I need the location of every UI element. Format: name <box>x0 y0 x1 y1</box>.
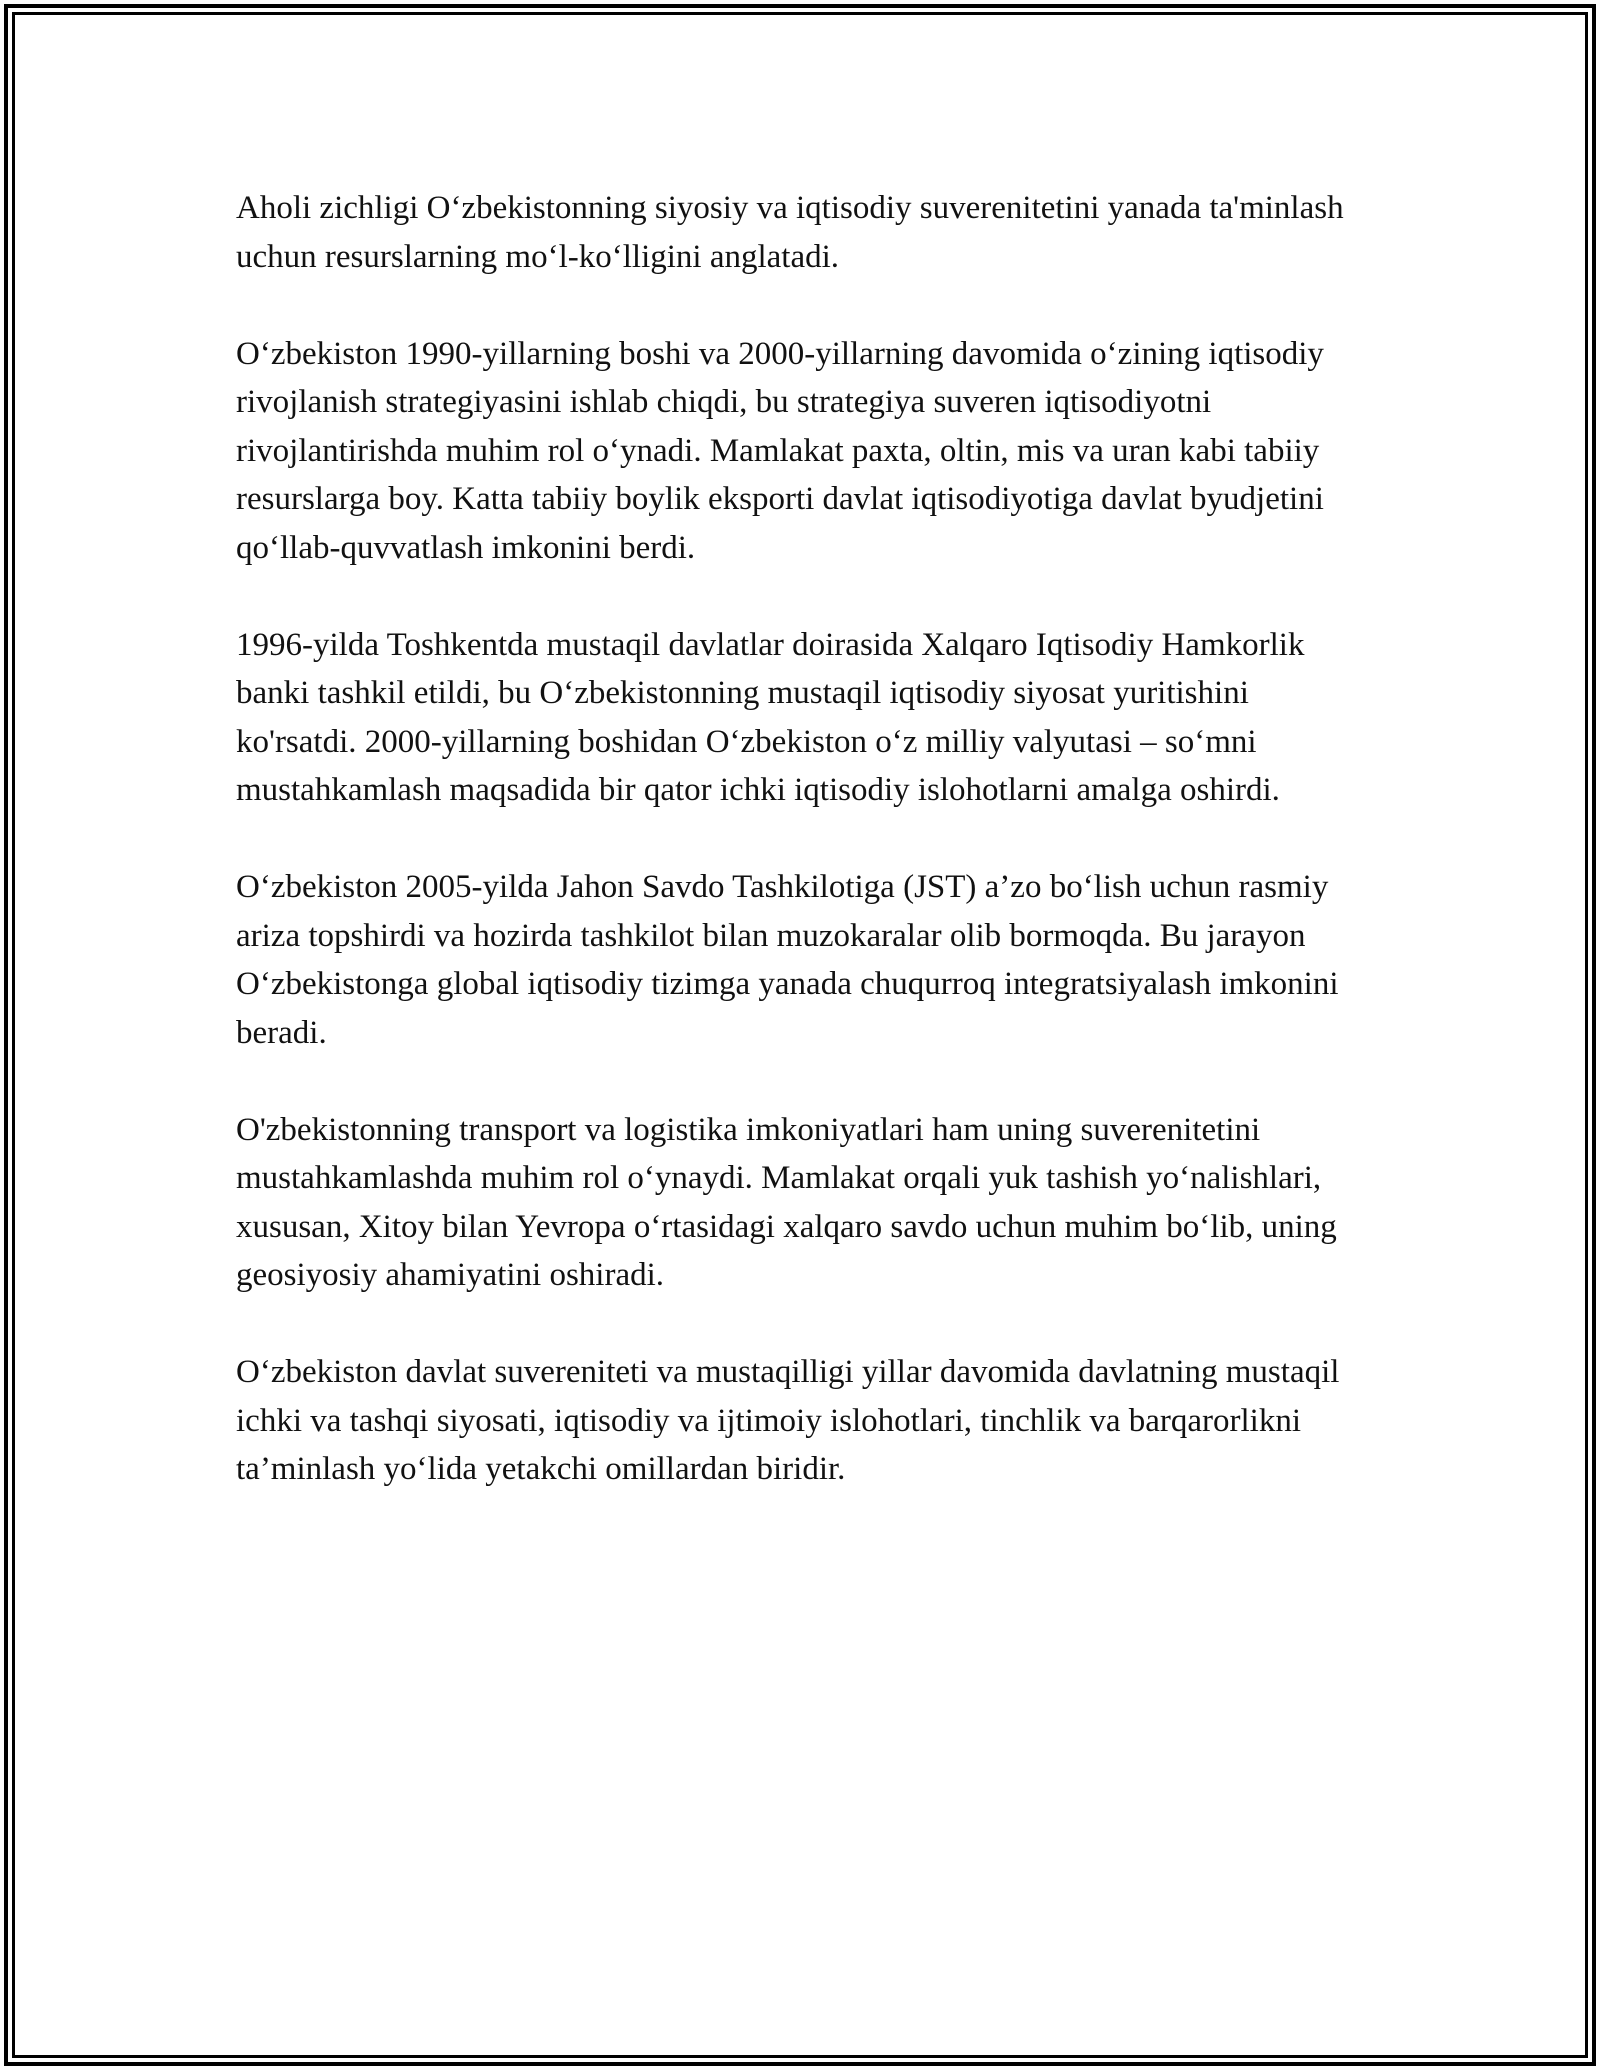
paragraph-4: O‘zbekiston 2005-yilda Jahon Savdo Tashkilotiga (JST) a’zo bo‘lish uchun rasmiy ariza topshirdi va hozirda tashkilot bilan muzokaralar olib bormoqda. Bu jarayon O‘zbekistonga global iqtisodiy tizimga yanada chuqurroq integratsiyalash imkonini beradi. <box>236 869 1339 1051</box>
paragraph-2: O‘zbekiston 1990-yillarning boshi va 2000-yillarning davomida o‘zining iqtisodiy rivojlanish strategiyasini ishlab chiqdi, bu strategiya suveren iqtisodiyotni rivojlantirishda muhim rol o‘ynadi. Mamlakat paxta, oltin, mis va uran kabi tabiiy resurslarga boy. Katta tabiiy boylik eksporti davlat iqtisodiyotiga davlat byudjetini qo‘llab-quvvatlash imkonini berdi. <box>236 335 1324 566</box>
document-body <box>236 184 1366 1542</box>
paragraph-6: O‘zbekiston davlat suvereniteti va mustaqilligi yillar davomida davlatning mustaqil ichki va tashqi siyosati, iqtisodiy va ijtimoiy islohotlari, tinchlik va barqarorlikni ta’minlash yo‘lida yetakchi omillardan biridir. <box>236 1354 1340 1487</box>
paragraph-5: O'zbekistonning transport va logistika imkoniyatlari ham uning suverenitetini mustahkamlashda muhim rol o‘ynaydi. Mamlakat orqali yuk tashish yo‘nalishlari, xususan, Xitoy bilan Yevropa o‘rtasidagi xalqaro savdo uchun muhim bo‘lib, uning geosiyosiy ahamiyatini oshiradi. <box>236 1111 1337 1293</box>
paragraph-3: 1996-yilda Toshkentda mustaqil davlatlar doirasida Xalqaro Iqtisodiy Hamkorlik banki tashkil etildi, bu O‘zbekistonning mustaqil iqtisodiy siyosat yuritishini ko'rsatdi. 2000-yillarning boshidan O‘zbekiston o‘z milliy valyutasi – so‘mni mustahkamlash maqsadida bir qator ichki iqtisodiy islohotlarni amalga oshirdi. <box>236 626 1305 808</box>
paragraph-1: Aholi zichligi O‘zbekistonning siyosiy va iqtisodiy suverenitetini yanada ta'minlash uchun resurslarning mo‘l-ko‘lligini anglatadi. <box>236 190 1344 275</box>
